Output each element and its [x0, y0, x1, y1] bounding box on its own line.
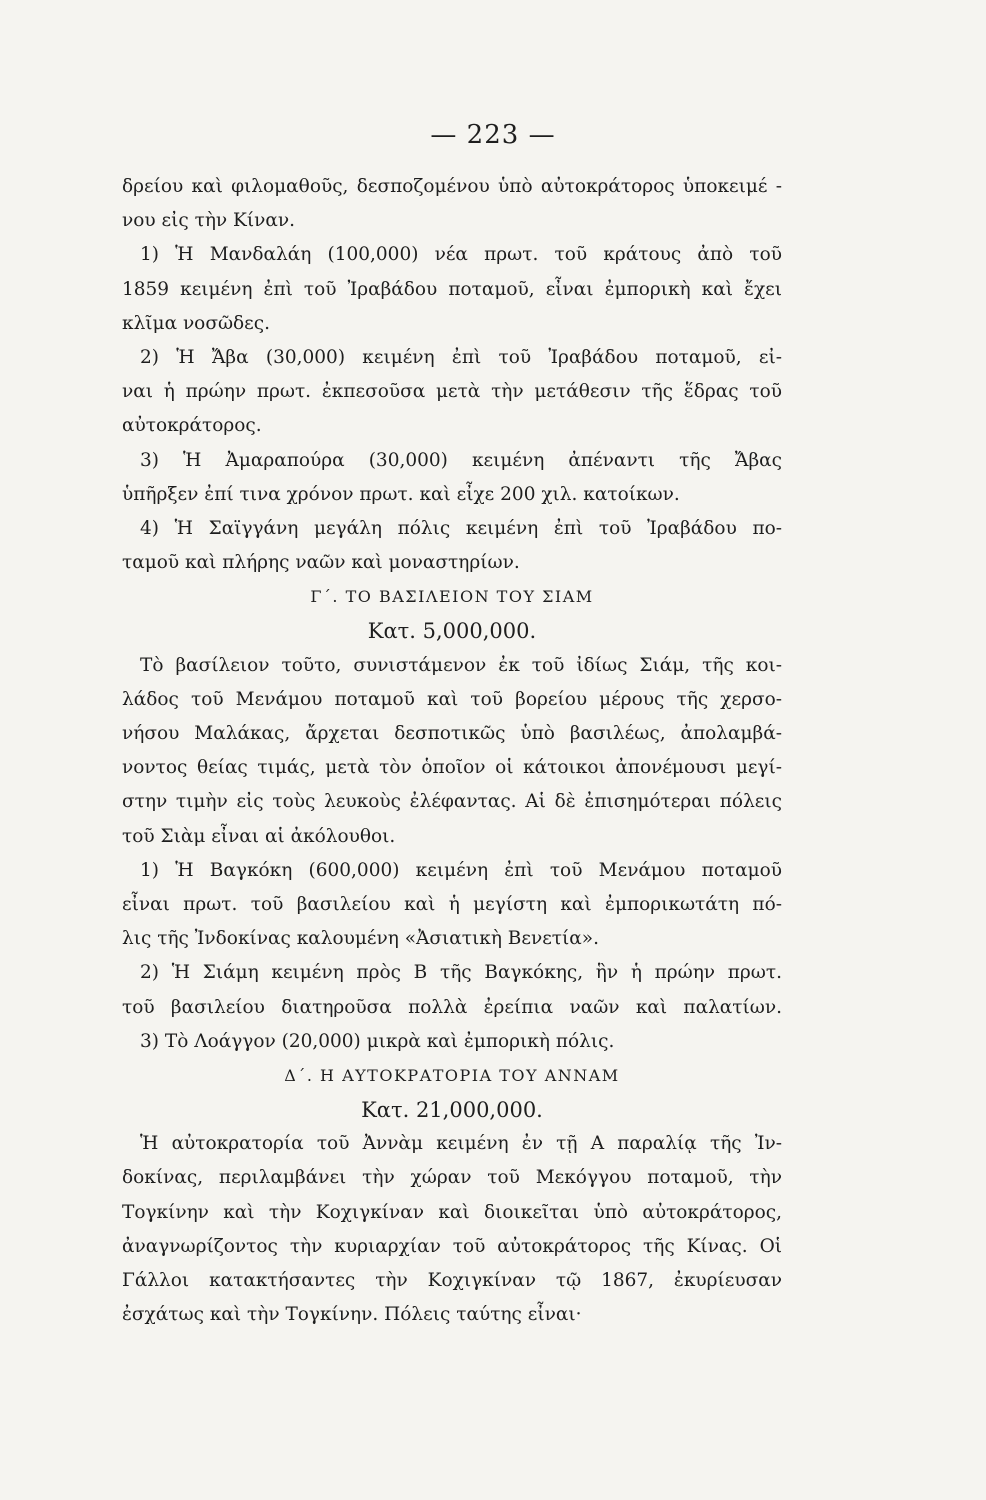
text-line: κλῖμα νοσῶδες.	[122, 312, 270, 334]
section-subheading: Κατ. 5,000,000.	[367, 619, 537, 644]
text-line: 2) Ἡ Ἄβα (30,000) κειμένη ἐπὶ τοῦ Ἰραβάδου ποταμοῦ, εἰ-	[140, 346, 782, 368]
text-line: λις τῆς Ἰνδοκίνας καλουμένη «Ἀσιατικὴ Βενετία».	[122, 928, 599, 950]
page-number: — 223 —	[430, 120, 556, 150]
text-line: ταμοῦ καὶ πλήρης ναῶν καὶ μοναστηρίων.	[122, 552, 520, 574]
text-line: 3) Τὸ Λοάγγον (20,000) μικρὰ καὶ ἐμπορικὴ πόλις.	[140, 1030, 615, 1052]
text-line: Τὸ βασίλειον τοῦτο, συνιστάμενον ἐκ τοῦ ἰδίως Σιάμ, τῆς κοι-	[140, 654, 782, 676]
text-line: 3) Ἡ Ἀμαραπούρα (30,000) κειμένη ἀπέναντι τῆς Ἄβας	[140, 449, 782, 471]
text-line: ἀναγνωρίζοντος τὴν κυριαρχίαν τοῦ αὐτοκράτορος τῆς Κίνας. Οἱ	[122, 1235, 782, 1257]
text-line: αὐτοκράτορος.	[122, 415, 262, 437]
text-line: 1) Ἡ Βαγκόκη (600,000) κειμένη ἐπὶ τοῦ Μενάμου ποταμοῦ	[140, 859, 782, 881]
text-line: 2) Ἡ Σιάμη κειμένη πρὸς Β τῆς Βαγκόκης, ἣν ἡ πρώην πρωτ.	[140, 962, 782, 984]
text-line: στην τιμὴν εἰς τοὺς λευκοὺς ἐλέφαντας. Αἱ δὲ ἐπισημότεραι πόλεις	[122, 791, 782, 813]
text-line: νήσου Μαλάκας, ἄρχεται δεσποτικῶς ὑπὸ βασιλέως, ἀπολαμβά-	[122, 723, 782, 744]
text-line: 4) Ἡ Σαϊγγάνη μεγάλη πόλις κειμένη ἐπὶ τοῦ Ἰραβάδου πο-	[140, 517, 782, 539]
text-line: νου εἰς τὴν Κίναν.	[122, 210, 295, 232]
text-line: 1) Ἡ Μανδαλάη (100,000) νέα πρωτ. τοῦ κράτους ἀπὸ τοῦ	[140, 244, 782, 266]
section-subheading: Κατ. 21,000,000.	[361, 1098, 543, 1123]
text-line: λάδος τοῦ Μενάμου ποταμοῦ καὶ τοῦ βορείου μέρους τῆς χερσο-	[122, 688, 782, 710]
body-text	[122, 170, 782, 1332]
text-line: ὑπῆρξεν ἐπί τινα χρόνον πρωτ. καὶ εἶχε 200 χιλ. κατοίκων.	[122, 483, 680, 505]
text-line: τοῦ Σιὰμ εἶναι αἱ ἀκόλουθοι.	[122, 825, 396, 847]
text-line: ναι ἡ πρώην πρωτ. ἐκπεσοῦσα μετὰ τὴν μετάθεσιν τῆς ἕδρας τοῦ	[122, 381, 782, 403]
section-heading: Γ΄. ΤΟ ΒΑΣΙΛΕΙΟΝ ΤΟΥ ΣΙΑΜ	[310, 587, 594, 607]
text-line: 1859 κειμένη ἐπὶ τοῦ Ἰραβάδου ποταμοῦ, εἶναι ἐμπορικὴ καὶ ἔχει	[122, 278, 782, 300]
text-line: νοντος θείας τιμάς, μετὰ τὸν ὁποῖον οἱ κάτοικοι ἀπονέμουσι μεγί-	[122, 757, 782, 779]
text-line: Τογκίνην καὶ τὴν Κοχιγκίναν καὶ διοικεῖται ὑπὸ αὐτοκράτορος,	[122, 1201, 782, 1223]
text-line: δρείου καὶ φιλομαθοῦς, δεσποζομένου ὑπὸ αὐτοκράτορος ὑποκειμέ -	[122, 176, 782, 197]
section-heading: Δ΄. Η ΑΥΤΟΚΡΑΤΟΡΙΑ ΤΟΥ ΑΝΝΑΜ	[284, 1065, 620, 1085]
text-line: Γάλλοι κατακτήσαντες τὴν Κοχιγκίναν τῷ 1867, ἐκυρίευσαν	[122, 1270, 782, 1291]
text-line: ἐσχάτως καὶ τὴν Τογκίνην. Πόλεις ταύτης εἶναι·	[122, 1304, 582, 1326]
text-line: τοῦ βασιλείου διατηροῦσα πολλὰ ἐρείπια ναῶν καὶ παλατίων.	[122, 996, 782, 1018]
text-line: Ἡ αὐτοκρατορία τοῦ Ἀννὰμ κειμένη ἐν τῇ Α παραλίᾳ τῆς Ἰν-	[140, 1133, 782, 1155]
text-line: δοκίνας, περιλαμβάνει τὴν χώραν τοῦ Μεκόγγου ποταμοῦ, τὴν	[122, 1167, 782, 1189]
text-line: εἶναι πρωτ. τοῦ βασιλείου καὶ ἡ μεγίστη καὶ ἐμπορικωτάτη πό-	[122, 893, 782, 915]
